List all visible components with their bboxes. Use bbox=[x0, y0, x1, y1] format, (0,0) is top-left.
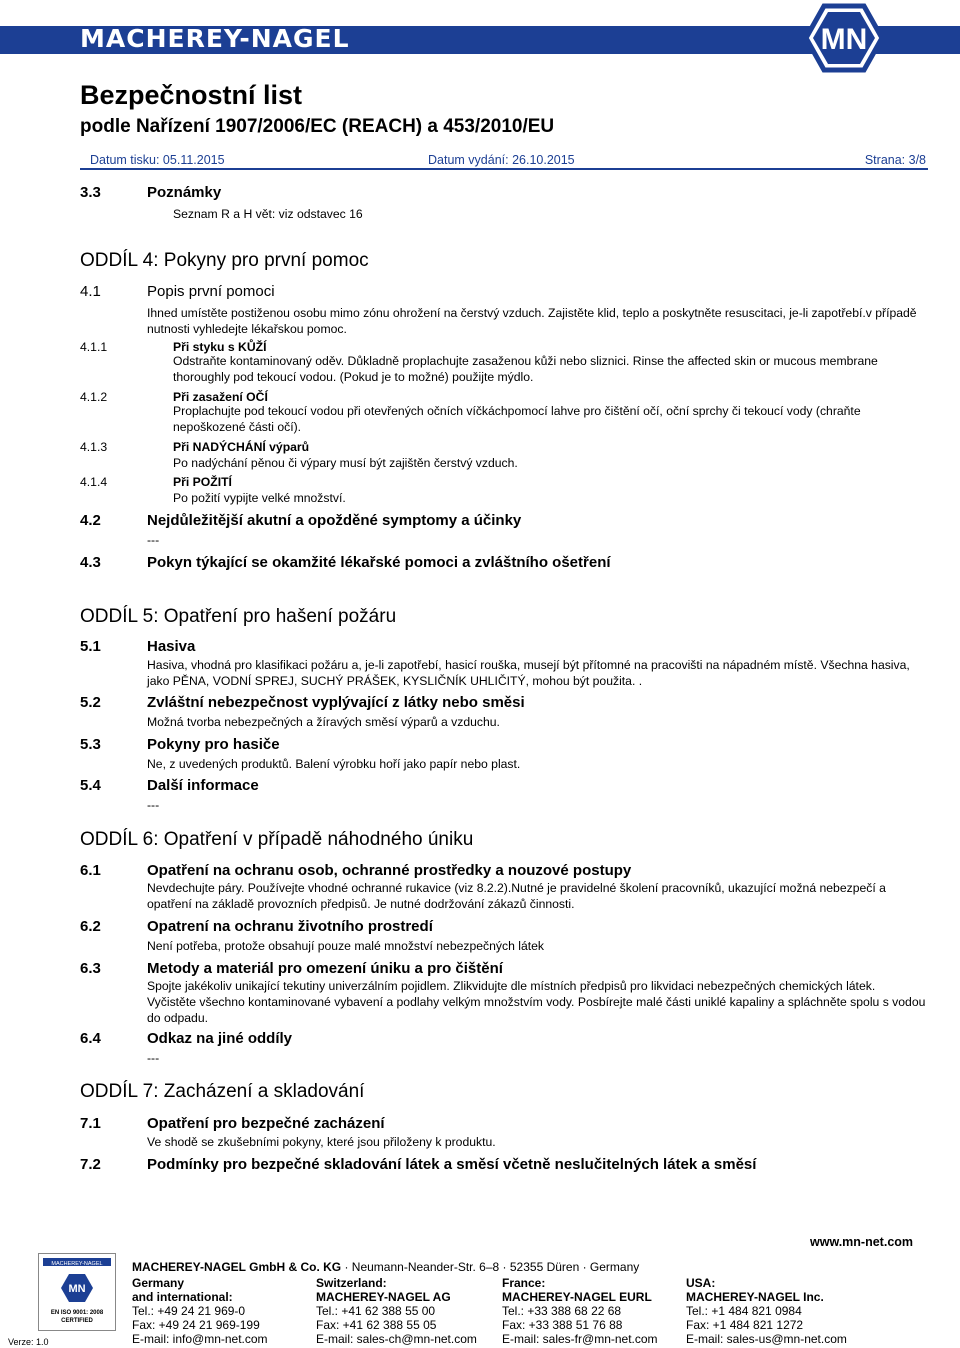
brand-name: MACHEREY-NAGEL bbox=[80, 24, 350, 53]
subsection-4-1-4-text: Po požití vypijte velké množství. bbox=[173, 491, 346, 505]
france-subheading: MACHEREY-NAGEL EURL bbox=[502, 1290, 652, 1304]
subsection-3-3-text: Seznam R a H vět: viz odstavec 16 bbox=[173, 207, 363, 221]
svg-text:EN ISO 9001: 2008: EN ISO 9001: 2008 bbox=[50, 1310, 104, 1316]
france-fax: Fax: +33 388 51 76 88 bbox=[502, 1318, 623, 1332]
svg-text:MACHEREY-NAGEL: MACHEREY-NAGEL bbox=[51, 1261, 103, 1267]
document-subtitle: podle Nařízení 1907/2006/EC (REACH) a 453/2010/EU bbox=[80, 116, 555, 137]
usa-tel: Tel.: +1 484 821 0984 bbox=[686, 1304, 802, 1318]
page-number: Strana: 3/8 bbox=[864, 153, 926, 167]
iso-certificate-badge bbox=[38, 1253, 116, 1331]
switzerland-heading: Switzerland: bbox=[316, 1276, 387, 1290]
section-5-title: ODDÍL 5: Opatření pro hašení požáru bbox=[80, 606, 397, 627]
subsection-5-1-text: Hasiva, vhodná pro klasifikaci požáru a, je-li zapotřebí, hasicí rouška, musejí být přítomné na pracovišti na nápadném místě. Všechna hasiva, jako PĚNA, VODNÍ SPREJ, SUCHÝ PRÁŠEK, KYSLIČNÍK UHLIČITÝ, mohou být použita. . bbox=[147, 658, 910, 688]
print-date: Datum tisku: 05.11.2015 bbox=[90, 153, 225, 167]
subsection-5-2-text: Možná tvorba nebezpečných a žíravých směsí výparů a vzduchu. bbox=[147, 715, 500, 729]
mn-logo-icon bbox=[778, 2, 910, 74]
switzerland-subheading: MACHEREY-NAGEL AG bbox=[316, 1290, 451, 1304]
germany-subheading: and international: bbox=[132, 1290, 233, 1304]
subsection-4-1-text: Ihned umístěte postiženou osobu mimo zónu ohrožení na čerstvý vzduch. Zajistěte klid, teplo a poskytněte resuscitaci, je-li zapotřebí.v případě nutnosti vyhledejte lékařskou pomoc. bbox=[147, 306, 917, 336]
issue-date: Datum vydání: 26.10.2015 bbox=[428, 153, 575, 167]
usa-fax: Fax: +1 484 821 1272 bbox=[686, 1318, 804, 1332]
switzerland-tel: Tel.: +41 62 388 55 00 bbox=[316, 1304, 436, 1318]
subsection-4-1-2-text: Proplachujte pod tekoucí vodou při otevřených očních víčkáchpomocí lahve pro čištění očí, oční sprchy či tekoucí vody (chraňte nepoškozené části očí). bbox=[173, 404, 861, 434]
section-6-title: ODDÍL 6: Opatření v případě náhodného úniku bbox=[80, 829, 474, 850]
germany-tel: Tel.: +49 24 21 969-0 bbox=[132, 1304, 246, 1318]
france-email[interactable]: E-mail: sales-fr@mn-net.com bbox=[502, 1332, 658, 1346]
subsection-6-4-text: --- bbox=[147, 1051, 160, 1065]
france-tel: Tel.: +33 388 68 22 68 bbox=[502, 1304, 622, 1318]
germany-fax: Fax: +49 24 21 969-199 bbox=[132, 1318, 260, 1332]
usa-email[interactable]: E-mail: sales-us@mn-net.com bbox=[686, 1332, 847, 1346]
svg-text:MN: MN bbox=[820, 23, 868, 56]
subsection-6-2-text: Není potřeba, protože obsahují pouze malé množství nebezpečných látek bbox=[147, 939, 545, 953]
version-label: Verze: 1.0 bbox=[8, 1337, 49, 1347]
certificate-icon bbox=[39, 1254, 115, 1330]
subsection-4-1-1-text: Odstraňte kontaminovaný oděv. Důkladně proplachujte zasaženou kůži nebo sliznici. Rinse the affected skin or mucous membrane thoroughly pod tekoucí vodou. (Pokud je to možné) použijte mýdlo. bbox=[173, 354, 878, 384]
svg-text:CERTIFIED: CERTIFIED bbox=[61, 1318, 93, 1324]
subsection-6-1-text: Nevdechujte páry. Používejte vhodné ochranné rukavice (viz 8.2.2).Nutné je pravidelné školení pracovníků, ukazující možná nebezpečí a opatření na základě provozních předpisů. Je nutné dodržování zákazů činnosti. bbox=[147, 881, 886, 911]
company-line: MACHEREY-NAGEL GmbH & Co. KG · Neumann-Neander-Str. 6–8 · 52355 Düren · Germany bbox=[132, 1260, 640, 1274]
subsection-5-4-text: --- bbox=[147, 798, 160, 812]
subsection-4-1-3-text: Po nadýchání pěnou či výpary musí být zajištěn čerstvý vzduch. bbox=[173, 456, 518, 470]
section-7-title: ODDÍL 7: Zacházení a skladování bbox=[80, 1081, 365, 1102]
germany-email[interactable]: E-mail: info@mn-net.com bbox=[132, 1332, 268, 1346]
date-line bbox=[80, 150, 928, 170]
document-title: Bezpečnostní list bbox=[80, 80, 303, 110]
usa-heading: USA: bbox=[686, 1276, 716, 1290]
france-heading: France: bbox=[502, 1276, 546, 1290]
header-bar bbox=[0, 0, 960, 76]
subsection-5-3-text: Ne, z uvedených produktů. Balení výrobku hoří jako papír nebo plast. bbox=[147, 757, 521, 771]
subsection-4-2-text: --- bbox=[147, 533, 160, 547]
subsection-6-3-text: Spojte jakékoliv unikající tekutiny univerzálním pojidlem. Zlikvidujte dle místních předpisů pro likvidaci nebezpečných chemických látek. Vyčistěte všechno kontaminované vybavení a podlahy velkým množstvím vody. Posbírejte malé části uniklé kapaliny a spláchněte spolu s vodou do odpadu. bbox=[147, 979, 926, 1025]
subsection-7-1-text: Ve shodě se zkušebními pokyny, které jsou přiloženy k produktu. bbox=[147, 1135, 496, 1149]
switzerland-fax: Fax: +41 62 388 55 05 bbox=[316, 1318, 437, 1332]
section-4-title: ODDÍL 4: Pokyny pro první pomoc bbox=[80, 250, 369, 271]
website-link[interactable]: www.mn-net.com bbox=[810, 1235, 914, 1249]
switzerland-email[interactable]: E-mail: sales-ch@mn-net.com bbox=[316, 1332, 477, 1346]
germany-heading: Germany bbox=[132, 1276, 185, 1290]
svg-text:MN: MN bbox=[68, 1283, 86, 1295]
usa-subheading: MACHEREY-NAGEL Inc. bbox=[686, 1290, 824, 1304]
